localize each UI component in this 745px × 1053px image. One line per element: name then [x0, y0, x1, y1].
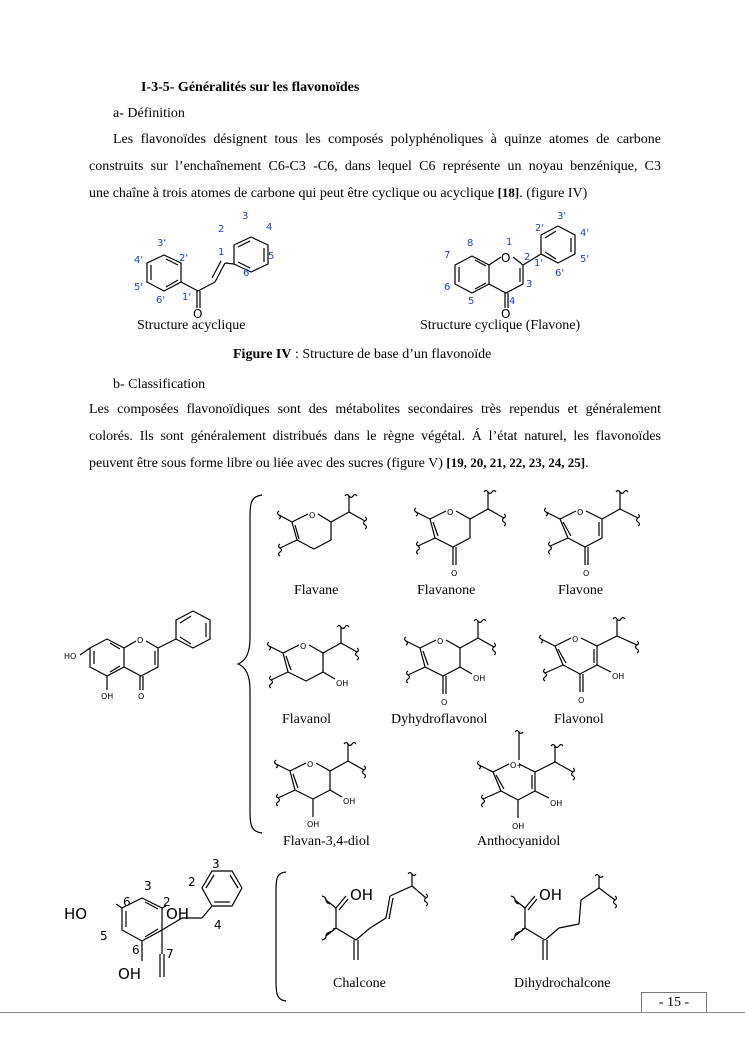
- subsection-a-definition: a- Définition: [113, 106, 185, 121]
- label-dyhydroflavonol: Dyhydroflavonol: [391, 712, 488, 727]
- svg-text:6: 6: [123, 895, 131, 909]
- chalcone-brace: [268, 870, 290, 1004]
- svg-text:HO: HO: [64, 905, 88, 923]
- svg-text:O: O: [572, 635, 579, 644]
- dihydrochalcone-structure: [505, 868, 635, 973]
- svg-text:5': 5': [580, 254, 590, 265]
- label-flavone: Flavone: [558, 583, 604, 598]
- svg-text:OH: OH: [101, 692, 114, 701]
- svg-text:3': 3': [557, 211, 567, 222]
- svg-text:7: 7: [166, 947, 174, 961]
- svg-text:O: O: [451, 569, 458, 578]
- svg-text:6': 6': [555, 268, 565, 279]
- svg-text:OH: OH: [343, 797, 356, 806]
- svg-text:HO: HO: [64, 652, 77, 661]
- svg-text:OH: OH: [512, 822, 525, 831]
- svg-text:OH: OH: [350, 886, 374, 904]
- definition-line: Les flavonoïdes désignent tous les composés polyphénoliques à quinze atomes de carbone: [113, 132, 661, 147]
- svg-text:O: O: [307, 760, 314, 769]
- svg-text:OH: OH: [118, 965, 142, 983]
- citation: [19, 20, 21, 22, 23, 24, 25]: [446, 455, 586, 470]
- label-flavonol: Flavonol: [554, 712, 604, 727]
- svg-text:2: 2: [163, 895, 171, 909]
- page-number: - 15 -: [641, 992, 707, 1013]
- svg-text:4: 4: [509, 296, 516, 307]
- flavanone-structure: [400, 483, 520, 583]
- svg-text:3: 3: [242, 211, 249, 222]
- figure-iv-caption: Figure IV : Structure de base d’un flavonoïde: [233, 347, 492, 362]
- svg-text:2': 2': [535, 223, 545, 234]
- label-flavanone: Flavanone: [417, 583, 476, 598]
- svg-text:O: O: [447, 508, 454, 517]
- svg-text:5: 5: [100, 929, 108, 943]
- classification-line: peuvent être sous forme libre ou liée avec des sucres (figure V) [19, 20, 21, 22, 23, 24, 25].: [89, 455, 589, 471]
- label-anthocyanidol: Anthocyanidol: [477, 834, 561, 849]
- svg-text:OH: OH: [166, 905, 190, 923]
- svg-text:2': 2': [179, 253, 189, 264]
- svg-text:3: 3: [212, 857, 220, 871]
- caption-cyclic: Structure cyclique (Flavone): [420, 318, 581, 333]
- definition-paragraph: [89, 127, 661, 208]
- svg-text:O: O: [137, 636, 144, 645]
- svg-text:O: O: [437, 637, 444, 646]
- flavan-diol-structure: [262, 735, 382, 835]
- footer-rule: [0, 1012, 745, 1013]
- svg-text:OH: OH: [473, 674, 486, 683]
- svg-text:5': 5': [134, 282, 144, 293]
- label-chalcone: Chalcone: [333, 976, 386, 991]
- ring-oxygen: O: [501, 251, 511, 265]
- svg-text:2: 2: [524, 252, 531, 263]
- svg-text:4: 4: [266, 222, 273, 233]
- citation: [18]: [497, 185, 520, 200]
- classification-line: Les composées flavonoïdiques sont des métabolites secondaires très rependus et généralement: [89, 402, 661, 417]
- definition-line: construits sur l’enchaînement C6-C3 -C6, dans lequel C6 représente un noyau benzénique, C3: [89, 158, 661, 174]
- svg-text:O: O: [583, 569, 590, 578]
- svg-text:2: 2: [188, 875, 196, 889]
- chalcone-structure: [318, 868, 448, 973]
- svg-text:3': 3': [157, 238, 167, 249]
- svg-text:O: O: [577, 508, 584, 517]
- svg-text:5: 5: [268, 251, 275, 262]
- svg-text:O: O: [300, 642, 307, 651]
- svg-text:6: 6: [444, 282, 451, 293]
- svg-text:6: 6: [243, 268, 250, 279]
- classification-line: colorés. Ils sont généralement distribués dans le règne végétal. Á l’état naturel, les flavonoïdes: [89, 428, 661, 444]
- carbonyl-oxygen: O: [501, 307, 511, 321]
- svg-text:1: 1: [218, 247, 225, 258]
- svg-text:4: 4: [214, 918, 222, 932]
- svg-text:4': 4': [134, 255, 144, 266]
- label-flavane: Flavane: [294, 583, 339, 598]
- flavanol-structure: [255, 618, 375, 713]
- svg-text:8: 8: [467, 238, 474, 249]
- svg-text:1': 1': [182, 292, 192, 303]
- subsection-b-classification: b- Classification: [113, 377, 206, 392]
- svg-text:O: O: [309, 511, 316, 520]
- chalcone-acyclic-structure: [130, 205, 290, 320]
- label-flavanol: Flavanol: [282, 712, 331, 727]
- label-dihydrochalcone: Dihydrochalcone: [514, 976, 611, 991]
- flavone-cyclic-structure: [440, 205, 600, 320]
- svg-text:O: O: [441, 698, 448, 707]
- flavone-structure: [530, 483, 660, 583]
- svg-text:2: 2: [218, 224, 225, 235]
- svg-text:OH: OH: [612, 672, 625, 681]
- svg-text:3: 3: [144, 879, 152, 893]
- svg-text:OH: OH: [336, 679, 349, 688]
- dihydrochalcone-parent-structure: [60, 858, 255, 993]
- classification-paragraph: [89, 397, 661, 478]
- caption-acyclic: Structure acyclique: [137, 318, 246, 333]
- svg-text:O: O: [578, 696, 585, 705]
- svg-text:4': 4': [580, 228, 590, 239]
- svg-text:6: 6: [132, 943, 140, 957]
- definition-line: une chaîne à trois atomes de carbone qui peut être cyclique ou acyclique [18]. (figure IV): [89, 185, 588, 201]
- anthocyanidol-structure: [455, 722, 595, 837]
- svg-text:3: 3: [526, 279, 533, 290]
- svg-text:6': 6': [156, 295, 166, 306]
- svg-text:7: 7: [444, 250, 451, 261]
- svg-text:1': 1': [534, 258, 544, 269]
- svg-text:O: O: [138, 692, 145, 701]
- section-heading: I-3-5- Généralités sur les flavonoïdes: [141, 80, 360, 95]
- svg-text:OH: OH: [307, 820, 320, 829]
- svg-text:5: 5: [468, 296, 475, 307]
- svg-text:OH: OH: [539, 886, 563, 904]
- svg-text:OH: OH: [550, 799, 563, 808]
- dyhydroflavonol-structure: [390, 612, 515, 712]
- parent-flavone-structure: [60, 610, 240, 735]
- flavane-structure: [265, 490, 385, 585]
- flavonol-structure: [525, 608, 660, 713]
- svg-text:O+: O+: [510, 761, 523, 770]
- carbonyl-oxygen: O: [193, 307, 203, 321]
- svg-text:1: 1: [506, 237, 513, 248]
- label-flavan-diol: Flavan-3,4-diol: [283, 834, 370, 849]
